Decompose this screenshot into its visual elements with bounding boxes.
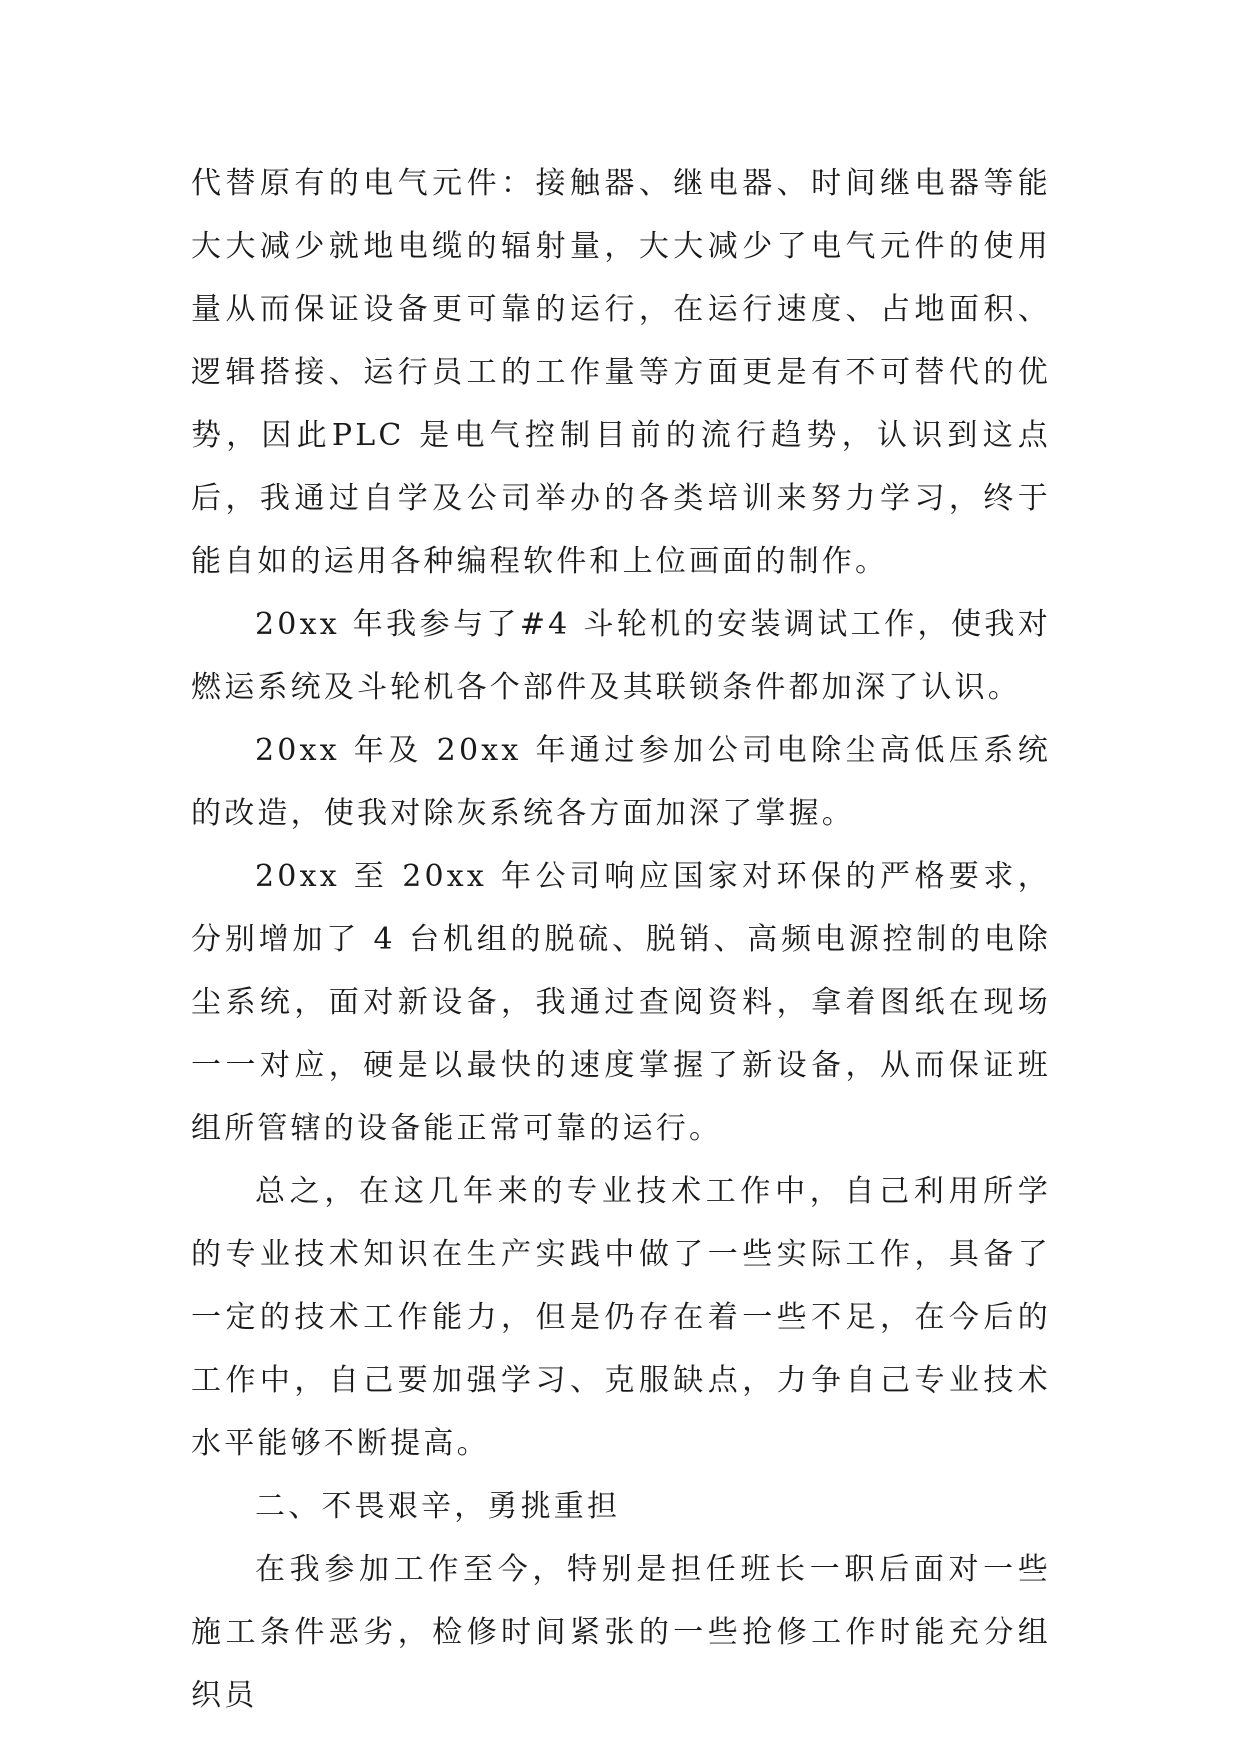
paragraph-plc-advantages: 代替原有的电气元件：接触器、继电器、时间继电器等能大大减少就地电缆的辐射量，大大减少了电气元件的使用量从而保证设备更可靠的运行，在运行速度、占地面积、逻辑搭接、运行员工的工作量等方面更是有不可替代的优势，因此PLC 是电气控制目前的流行趋势，认识到这点后，我通过自学及公司举办的各类培训来努力学习，终于能自如的运用各种编程软件和上位画面的制作。 xyxy=(191,166,1051,579)
paragraph-team-leader: 在我参加工作至今，特别是担任班长一职后面对一些施工条件恶劣，检修时间紧张的一些抢修工作时能充分组织员 xyxy=(191,1552,1051,1713)
paragraph-summary: 总之，在这几年来的专业技术工作中，自己利用所学的专业技术知识在生产实践中做了一些实际工作，具备了一定的技术工作能力，但是仍存在着一些不足，在今后的工作中，自己要加强学习、克服缺点，力争自己专业技术水平能够不断提高。 xyxy=(191,1174,1051,1461)
paragraph-environmental: 20xx 至 20xx 年公司响应国家对环保的严格要求，分别增加了 4 台机组的脱硫、脱销、高频电源控制的电除尘系统，面对新设备，我通过查阅资料，拿着图纸在现场一一对应，硬是以最快的速度掌握了新设备，从而保证班组所管辖的设备能正常可靠的运行。 xyxy=(191,859,1051,1146)
document-body xyxy=(191,152,1051,1727)
section-heading: 二、不畏艰辛，勇挑重担 xyxy=(255,1489,621,1524)
paragraph-dust-removal: 20xx 年及 20xx 年通过参加公司电除尘高低压系统的改造，使我对除灰系统各方面加深了掌握。 xyxy=(191,733,1051,831)
paragraph-bucket-wheel: 20xx 年我参与了#4 斗轮机的安装调试工作，使我对燃运系统及斗轮机各个部件及其联锁条件都加深了认识。 xyxy=(191,607,1051,705)
